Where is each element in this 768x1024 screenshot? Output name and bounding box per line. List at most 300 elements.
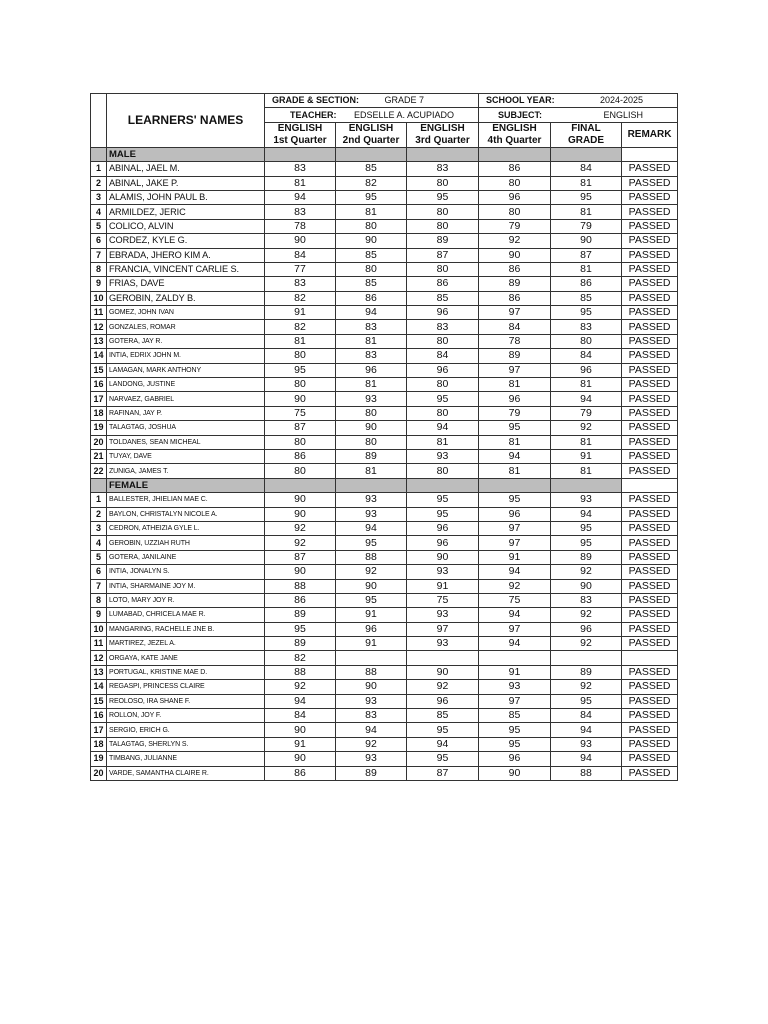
table-row	[91, 752, 678, 766]
grade-cell-q2: 91	[336, 637, 407, 651]
row-number: 10	[91, 622, 107, 636]
grade-cell-final: 94	[551, 507, 622, 521]
table-row	[91, 579, 678, 593]
remark-cell: PASSED	[622, 162, 678, 176]
table-row	[91, 593, 678, 607]
grade-cell-q2: 83	[336, 349, 407, 363]
learner-name: COLICO, ALVIN	[107, 219, 265, 233]
grade-cell-q4: 81	[479, 435, 551, 449]
grade-cell-q2: 95	[336, 190, 407, 204]
grade-cell-q1: 86	[265, 766, 336, 780]
grade-cell-q1: 84	[265, 709, 336, 723]
section-fill-cell	[551, 478, 622, 492]
row-number: 4	[91, 536, 107, 550]
grade-sheet-table	[90, 93, 678, 781]
row-number: 20	[91, 435, 107, 449]
row-number: 16	[91, 378, 107, 392]
learner-name: ALAMIS, JOHN PAUL B.	[107, 190, 265, 204]
grade-cell-q3: 89	[407, 234, 479, 248]
remark-cell: PASSED	[622, 709, 678, 723]
grade-cell-q2: 95	[336, 536, 407, 550]
learner-name: TALAGTAG, JOSHUA	[107, 421, 265, 435]
grade-cell-q4: 89	[479, 277, 551, 291]
grade-cell-q2: 83	[336, 320, 407, 334]
grade-cell-q2: 85	[336, 248, 407, 262]
grade-cell-q2: 88	[336, 550, 407, 564]
grade-cell-q4: 90	[479, 248, 551, 262]
grade-cell-final: 81	[551, 176, 622, 190]
row-number: 17	[91, 392, 107, 406]
table-row	[91, 378, 678, 392]
grade-cell-q1: 81	[265, 334, 336, 348]
grade-cell-q4: 96	[479, 190, 551, 204]
table-row	[91, 694, 678, 708]
table-row	[91, 248, 678, 262]
grade-cell-q3: 83	[407, 162, 479, 176]
learner-name: TIMBANG, JULIANNE	[107, 752, 265, 766]
row-number: 16	[91, 709, 107, 723]
remark-cell: PASSED	[622, 349, 678, 363]
remark-cell: PASSED	[622, 536, 678, 550]
learner-name: ARMILDEZ, JERIC	[107, 205, 265, 219]
grade-cell-q4: 95	[479, 493, 551, 507]
grade-cell-q3: 95	[407, 507, 479, 521]
row-number: 3	[91, 521, 107, 535]
grade-cell-q1: 92	[265, 536, 336, 550]
table-row	[91, 262, 678, 276]
table-row	[91, 521, 678, 535]
grade-cell-q2: 80	[336, 406, 407, 420]
grade-cell-q4: 93	[479, 680, 551, 694]
grade-cell-q3: 96	[407, 306, 479, 320]
table-row	[91, 766, 678, 780]
table-row	[91, 723, 678, 737]
grade-cell-q1: 77	[265, 262, 336, 276]
learner-name: LAMAGAN, MARK ANTHONY	[107, 363, 265, 377]
grade-cell-q2: 93	[336, 752, 407, 766]
learner-name: LOTO, MARY JOY R.	[107, 593, 265, 607]
grade-cell-final: 84	[551, 709, 622, 723]
grade-cell-q3: 94	[407, 421, 479, 435]
remark-cell: PASSED	[622, 306, 678, 320]
remark-cell: PASSED	[622, 579, 678, 593]
grade-cell-q4: 91	[479, 665, 551, 679]
section-number-cell	[91, 478, 107, 492]
grade-cell-q1: 75	[265, 406, 336, 420]
school-year-label: SCHOOL YEAR:	[486, 95, 555, 106]
grade-cell-q4: 75	[479, 593, 551, 607]
grade-cell-q1: 81	[265, 176, 336, 190]
grade-cell-q3: 97	[407, 622, 479, 636]
section-label: FEMALE	[107, 478, 265, 492]
learner-name: CEDRON, ATHEIZIA GYLE L.	[107, 521, 265, 535]
grade-cell-final: 91	[551, 449, 622, 463]
section-fill-cell	[622, 147, 678, 161]
section-row-female	[91, 478, 678, 492]
learner-name: GEROBIN, UZZIAH RUTH	[107, 536, 265, 550]
grade-cell-q4: 78	[479, 334, 551, 348]
grade-cell-q1: 80	[265, 378, 336, 392]
grade-cell-q2: 93	[336, 392, 407, 406]
grade-cell-q1: 86	[265, 593, 336, 607]
learner-name: GEROBIN, ZALDY B.	[107, 291, 265, 305]
row-number: 8	[91, 593, 107, 607]
learner-name: MANGARING, RACHELLE JNE B.	[107, 622, 265, 636]
grade-cell-q1: 80	[265, 349, 336, 363]
grade-cell-final: 81	[551, 205, 622, 219]
section-fill-cell	[407, 478, 479, 492]
grade-cell-final: 87	[551, 248, 622, 262]
learner-name: EBRADA, JHERO KIM A.	[107, 248, 265, 262]
grade-cell-final	[551, 651, 622, 665]
grade-cell-q4: 80	[479, 176, 551, 190]
section-fill-cell	[265, 478, 336, 492]
sheet-body	[91, 147, 678, 780]
row-number: 15	[91, 694, 107, 708]
grade-cell-q3: 95	[407, 392, 479, 406]
learner-name: NARVAEZ, GABRIEL	[107, 392, 265, 406]
grade-cell-q1: 87	[265, 550, 336, 564]
grade-cell-q3: 75	[407, 593, 479, 607]
grade-cell-q3: 80	[407, 334, 479, 348]
grade-cell-q1: 89	[265, 608, 336, 622]
grade-cell-q4: 97	[479, 306, 551, 320]
grade-cell-q2: 94	[336, 306, 407, 320]
table-row	[91, 392, 678, 406]
grade-cell-final: 94	[551, 723, 622, 737]
table-row	[91, 709, 678, 723]
grade-cell-q2: 90	[336, 579, 407, 593]
row-number: 20	[91, 766, 107, 780]
remark-cell: PASSED	[622, 608, 678, 622]
remark-cell: PASSED	[622, 205, 678, 219]
grade-cell-final: 92	[551, 565, 622, 579]
grade-cell-q4: 96	[479, 392, 551, 406]
grade-cell-q1: 82	[265, 291, 336, 305]
table-row	[91, 406, 678, 420]
grade-cell-final: 83	[551, 593, 622, 607]
grade-cell-q3: 80	[407, 262, 479, 276]
row-number: 2	[91, 176, 107, 190]
row-number: 3	[91, 190, 107, 204]
grade-cell-q1: 84	[265, 248, 336, 262]
row-number: 1	[91, 162, 107, 176]
grade-cell-q3: 95	[407, 493, 479, 507]
table-row	[91, 550, 678, 564]
row-number: 15	[91, 363, 107, 377]
grade-cell-q3: 84	[407, 349, 479, 363]
learners-names-title: LEARNERS' NAMES	[107, 94, 265, 148]
grade-cell-q1: 92	[265, 521, 336, 535]
remark-cell: PASSED	[622, 680, 678, 694]
grade-cell-final: 79	[551, 219, 622, 233]
grade-cell-q1: 90	[265, 723, 336, 737]
grade-cell-q2: 96	[336, 622, 407, 636]
grade-cell-q2: 86	[336, 291, 407, 305]
grade-cell-final: 95	[551, 521, 622, 535]
remark-cell: PASSED	[622, 507, 678, 521]
grade-cell-q1: 90	[265, 565, 336, 579]
remark-cell: PASSED	[622, 565, 678, 579]
row-number: 12	[91, 320, 107, 334]
grade-cell-q4: 79	[479, 219, 551, 233]
grade-cell-q3: 93	[407, 637, 479, 651]
teacher-cell	[265, 108, 479, 122]
grade-cell-q4: 90	[479, 766, 551, 780]
remark-cell: PASSED	[622, 277, 678, 291]
grade-cell-q4: 86	[479, 162, 551, 176]
grade-cell-q1: 90	[265, 493, 336, 507]
remark-cell: PASSED	[622, 493, 678, 507]
number-column-header	[91, 94, 107, 148]
grade-cell-final: 90	[551, 234, 622, 248]
grade-cell-q2: 89	[336, 449, 407, 463]
table-row	[91, 363, 678, 377]
grade-cell-final: 96	[551, 622, 622, 636]
remark-cell: PASSED	[622, 421, 678, 435]
remark-cell: PASSED	[622, 219, 678, 233]
table-row	[91, 162, 678, 176]
row-number: 6	[91, 234, 107, 248]
grade-cell-q3: 96	[407, 521, 479, 535]
learner-name: INTIA, EDRIX JOHN M.	[107, 349, 265, 363]
row-number: 17	[91, 723, 107, 737]
remark-cell: PASSED	[622, 737, 678, 751]
grade-cell-q3: 95	[407, 723, 479, 737]
table-row	[91, 608, 678, 622]
grade-cell-q1: 90	[265, 752, 336, 766]
row-number: 9	[91, 277, 107, 291]
grade-cell-q4: 97	[479, 363, 551, 377]
grade-cell-q4: 80	[479, 205, 551, 219]
grade-cell-final: 93	[551, 737, 622, 751]
grade-cell-final: 81	[551, 262, 622, 276]
grade-section-cell	[265, 94, 479, 108]
grade-cell-q4: 97	[479, 694, 551, 708]
remark-cell: PASSED	[622, 665, 678, 679]
grade-cell-q2: 83	[336, 709, 407, 723]
row-number: 4	[91, 205, 107, 219]
grade-cell-q1: 82	[265, 320, 336, 334]
row-number: 7	[91, 579, 107, 593]
learner-name: SERGIO, ERICH G.	[107, 723, 265, 737]
grade-cell-q2: 80	[336, 435, 407, 449]
sheet-header	[91, 94, 678, 148]
grade-cell-q2: 88	[336, 665, 407, 679]
grade-cell-q1: 90	[265, 392, 336, 406]
grade-cell-q2: 85	[336, 277, 407, 291]
grade-cell-q1: 78	[265, 219, 336, 233]
table-row	[91, 349, 678, 363]
grade-cell-final: 95	[551, 190, 622, 204]
column-header-final: FINAL GRADE	[551, 122, 622, 147]
grade-section-value: GRADE 7	[384, 95, 424, 106]
grade-cell-q4: 94	[479, 637, 551, 651]
remark-cell: PASSED	[622, 464, 678, 478]
remark-cell: PASSED	[622, 406, 678, 420]
learner-name: ORGAYA, KATE JANE	[107, 651, 265, 665]
row-number: 21	[91, 449, 107, 463]
grade-cell-q2: 80	[336, 219, 407, 233]
grade-cell-q3: 80	[407, 205, 479, 219]
grade-cell-q2: 94	[336, 723, 407, 737]
grade-cell-final: 89	[551, 665, 622, 679]
grade-cell-q2: 81	[336, 378, 407, 392]
grade-cell-q3: 96	[407, 536, 479, 550]
grade-cell-q3: 92	[407, 680, 479, 694]
table-row	[91, 651, 678, 665]
remark-cell: PASSED	[622, 378, 678, 392]
grade-cell-q3: 81	[407, 435, 479, 449]
row-number: 18	[91, 737, 107, 751]
grade-cell-q2: 95	[336, 593, 407, 607]
section-row-male	[91, 147, 678, 161]
grade-cell-q1: 87	[265, 421, 336, 435]
row-number: 13	[91, 665, 107, 679]
grade-cell-q3: 86	[407, 277, 479, 291]
learner-name: REOLOSO, IRA SHANE F.	[107, 694, 265, 708]
row-number: 2	[91, 507, 107, 521]
grade-cell-q3: 80	[407, 464, 479, 478]
learner-name: TOLDANES, SEAN MICHEAL	[107, 435, 265, 449]
grade-cell-q4: 94	[479, 565, 551, 579]
grade-cell-q4: 95	[479, 421, 551, 435]
grade-cell-q4	[479, 651, 551, 665]
table-row	[91, 665, 678, 679]
grade-cell-q2: 93	[336, 694, 407, 708]
teacher-value: EDSELLE A. ACUPIADO	[353, 109, 454, 120]
table-row	[91, 435, 678, 449]
grade-cell-q1: 95	[265, 622, 336, 636]
section-fill-cell	[622, 478, 678, 492]
grade-cell-q3	[407, 651, 479, 665]
row-number: 19	[91, 752, 107, 766]
grade-cell-final: 84	[551, 162, 622, 176]
grade-cell-q1: 94	[265, 694, 336, 708]
remark-cell: PASSED	[622, 550, 678, 564]
grade-cell-final: 84	[551, 349, 622, 363]
learner-name: VARDE, SAMANTHA CLAIRE R.	[107, 766, 265, 780]
grade-cell-final: 95	[551, 694, 622, 708]
row-number: 12	[91, 651, 107, 665]
table-row	[91, 334, 678, 348]
grade-cell-final: 90	[551, 579, 622, 593]
grade-cell-q3: 80	[407, 176, 479, 190]
grade-cell-q4: 96	[479, 752, 551, 766]
row-number: 22	[91, 464, 107, 478]
grade-section-label: GRADE & SECTION:	[272, 95, 360, 106]
column-header-q1: ENGLISH 1st Quarter	[265, 122, 336, 147]
grade-cell-q4: 86	[479, 262, 551, 276]
row-number: 7	[91, 248, 107, 262]
grade-cell-q3: 93	[407, 449, 479, 463]
learner-name: ABINAL, JAKE P.	[107, 176, 265, 190]
row-number: 18	[91, 406, 107, 420]
grade-cell-q3: 93	[407, 565, 479, 579]
grade-cell-q2: 81	[336, 334, 407, 348]
grade-cell-q3: 80	[407, 406, 479, 420]
remark-cell: PASSED	[622, 723, 678, 737]
grade-cell-q3: 90	[407, 550, 479, 564]
learner-name: BALLESTER, JHIELIAN MAE C.	[107, 493, 265, 507]
remark-cell: PASSED	[622, 449, 678, 463]
grade-cell-q4: 81	[479, 464, 551, 478]
grade-cell-q2: 85	[336, 162, 407, 176]
grade-cell-q3: 87	[407, 248, 479, 262]
remark-cell: PASSED	[622, 694, 678, 708]
grade-cell-q4: 86	[479, 291, 551, 305]
row-number: 13	[91, 334, 107, 348]
grade-cell-final: 85	[551, 291, 622, 305]
row-number: 11	[91, 306, 107, 320]
grade-cell-q2: 96	[336, 363, 407, 377]
remark-cell: PASSED	[622, 190, 678, 204]
column-header-remark: REMARK	[622, 122, 678, 147]
subject-cell	[479, 108, 678, 122]
school-year-value: 2024-2025	[599, 95, 644, 106]
grade-cell-final: 94	[551, 752, 622, 766]
table-row	[91, 277, 678, 291]
grade-cell-final: 96	[551, 363, 622, 377]
table-row	[91, 205, 678, 219]
grade-cell-q3: 87	[407, 766, 479, 780]
grade-cell-q1: 91	[265, 737, 336, 751]
learner-name: CORDEZ, KYLE G.	[107, 234, 265, 248]
remark-cell: PASSED	[622, 334, 678, 348]
grade-cell-final: 95	[551, 536, 622, 550]
learner-name: TUYAY, DAVE	[107, 449, 265, 463]
grade-cell-q3: 95	[407, 190, 479, 204]
learner-name: REGASPI, PRINCESS CLAIRE	[107, 680, 265, 694]
grade-cell-q4: 97	[479, 622, 551, 636]
row-number: 8	[91, 262, 107, 276]
grade-cell-q1: 89	[265, 637, 336, 651]
learner-name: INTIA, SHARMAINE JOY M.	[107, 579, 265, 593]
column-header-q4: ENGLISH 4th Quarter	[479, 122, 551, 147]
section-label: MALE	[107, 147, 265, 161]
table-row	[91, 320, 678, 334]
remark-cell: PASSED	[622, 234, 678, 248]
section-fill-cell	[265, 147, 336, 161]
grade-cell-q3: 94	[407, 737, 479, 751]
table-row	[91, 421, 678, 435]
table-row	[91, 622, 678, 636]
learner-name: LUMABAD, CHRICELA MAE R.	[107, 608, 265, 622]
grade-cell-q1: 80	[265, 464, 336, 478]
learner-name: GOMEZ, JOHN IVAN	[107, 306, 265, 320]
row-number: 19	[91, 421, 107, 435]
table-row	[91, 449, 678, 463]
grade-cell-q2: 92	[336, 565, 407, 579]
grade-cell-q4: 81	[479, 378, 551, 392]
grade-cell-q1: 80	[265, 435, 336, 449]
grade-cell-q2: 80	[336, 262, 407, 276]
section-fill-cell	[479, 478, 551, 492]
grade-cell-q2: 81	[336, 464, 407, 478]
grade-cell-final: 81	[551, 435, 622, 449]
grade-cell-q1: 95	[265, 363, 336, 377]
grade-cell-q4: 92	[479, 579, 551, 593]
section-fill-cell	[336, 478, 407, 492]
column-header-q3: ENGLISH 3rd Quarter	[407, 122, 479, 147]
grade-cell-q4: 95	[479, 723, 551, 737]
grade-cell-final: 92	[551, 637, 622, 651]
grade-cell-q3: 90	[407, 665, 479, 679]
grade-cell-q3: 95	[407, 752, 479, 766]
table-row	[91, 565, 678, 579]
grade-cell-q1: 94	[265, 190, 336, 204]
remark-cell: PASSED	[622, 363, 678, 377]
